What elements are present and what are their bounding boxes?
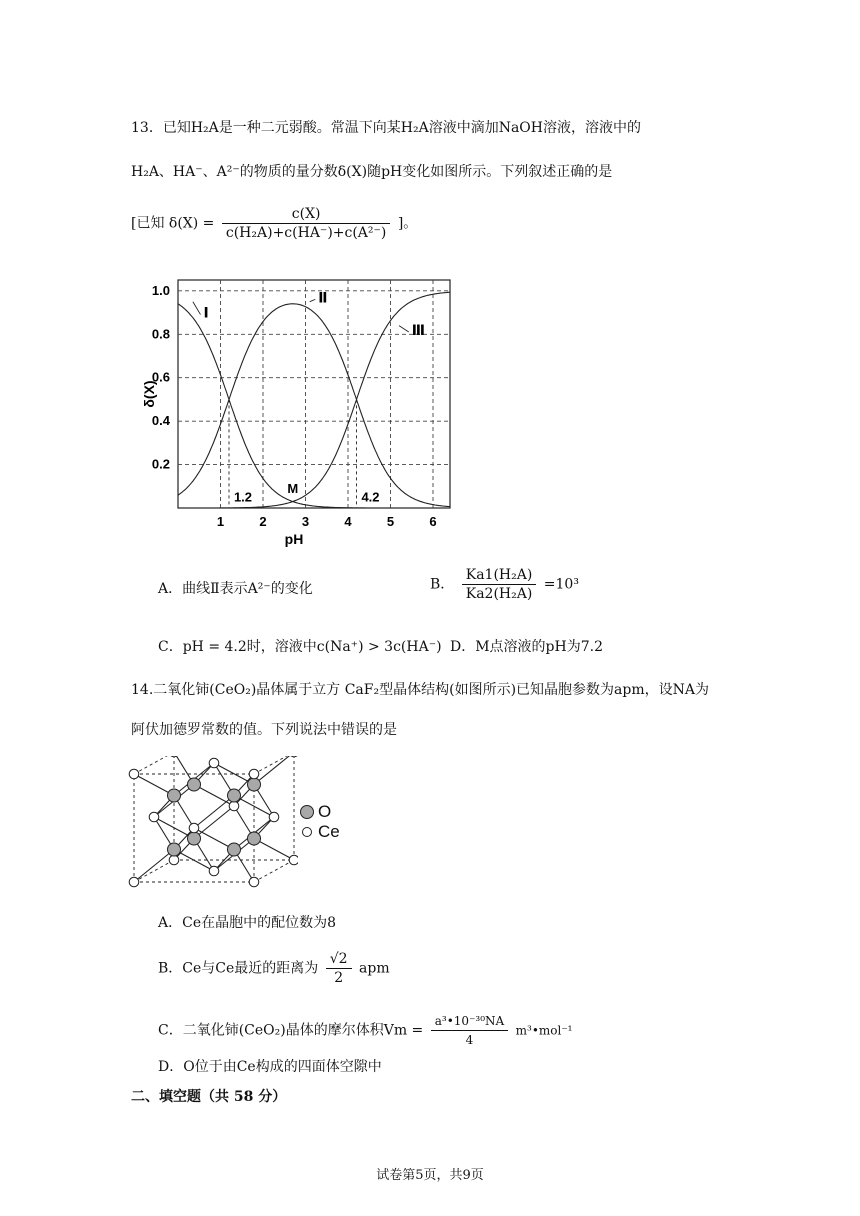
curve-label-3: Ⅲ xyxy=(411,321,425,338)
crystal-legend xyxy=(300,802,340,842)
ce-atom xyxy=(249,769,259,779)
ce-atom xyxy=(249,877,259,887)
y-tick-label: 0.2 xyxy=(151,456,170,472)
q14-option-a: A．Ce在晶胞中的配位数为8 xyxy=(158,915,337,931)
formula-prefix: [已知 δ(X) = xyxy=(131,215,215,232)
cube-edge xyxy=(254,860,294,882)
q14-option-c-suffix: m³•mol⁻¹ xyxy=(515,1023,573,1038)
y-tick-label: 0.6 xyxy=(151,369,170,385)
q14-option-b-suffix: apm xyxy=(359,960,390,977)
ce-atom xyxy=(169,855,179,865)
pka-annotation: 1.2 xyxy=(233,489,253,505)
formula-fraction xyxy=(222,205,391,242)
legend-ce-label: Ce xyxy=(318,822,340,841)
o-ce-bond xyxy=(134,850,174,883)
q13-option-d: D．M点溶液的pH为7.2 xyxy=(450,639,603,655)
formula-denominator: c(H₂A)+c(HA⁻)+c(A²⁻) xyxy=(225,225,387,241)
x-tick-label: 3 xyxy=(301,514,310,529)
q14-option-b-fraction xyxy=(326,950,352,987)
o-ce-bond xyxy=(194,796,234,829)
o-atom xyxy=(248,778,261,791)
x-tick-label: 2 xyxy=(259,514,267,529)
q14-stem-line1: 14.二氧化铈(CeO₂)晶体属于立方 CaF₂型晶体结构(如图所示)已知晶胞参数为apm，设NA为 xyxy=(131,682,709,698)
o-atom xyxy=(188,832,201,845)
q14-option-b-numerator: √2 xyxy=(326,950,352,969)
q13-stem-line1: 已知H₂A是一种二元弱酸。常温下向某H₂A溶液中滴加NaOH溶液，溶液中的 xyxy=(162,120,641,136)
q14-option-c-fraction xyxy=(431,1012,508,1049)
curve-label-2: Ⅱ xyxy=(318,289,328,306)
cube-edge xyxy=(134,756,174,774)
plot-frame xyxy=(178,280,450,508)
o-atom xyxy=(228,789,241,802)
legend-ce xyxy=(300,822,340,842)
o-ce-bond xyxy=(194,806,234,839)
ce-atom xyxy=(289,855,298,865)
formula-numerator: c(X) xyxy=(222,205,391,224)
q13-stem-line2: H₂A、HA⁻、A²⁻的物质的量分数δ(X)随pH变化如图所示。下列叙述正确的是 xyxy=(131,164,613,180)
curve-label-1: Ⅰ xyxy=(203,304,209,321)
q14-option-c-numerator: a³•10⁻³⁰NA xyxy=(431,1012,508,1031)
q14-option-b-prefix: B．Ce与Ce最近的距离为 xyxy=(158,960,319,977)
x-tick-label: 4 xyxy=(344,514,352,529)
o-atom xyxy=(248,832,261,845)
delta-ph-chart xyxy=(140,268,470,550)
q14-stem-line2: 阿伏加德罗常数的值。下列说法中错误的是 xyxy=(131,722,397,738)
curve-label-leader xyxy=(399,326,409,332)
ce-atom xyxy=(209,758,219,768)
q13-option-b xyxy=(430,566,579,603)
x-tick-label: 1 xyxy=(216,514,225,529)
o-atom-icon xyxy=(300,805,314,819)
curve-label-leader xyxy=(193,302,201,315)
q13-option-a: A．曲线Ⅱ表示A²⁻的变化 xyxy=(158,581,313,597)
ce-atom xyxy=(229,801,239,811)
q14-option-b-denominator: 2 xyxy=(334,970,344,986)
ceo2-crystal-structure xyxy=(128,756,298,891)
page-footer: 试卷第5页，共9页 xyxy=(376,1168,484,1183)
y-tick-label: 0.4 xyxy=(151,413,170,429)
q13-number: 13． xyxy=(131,120,163,136)
ce-atom xyxy=(129,769,139,779)
ce-atom xyxy=(289,756,298,757)
legend-o-label: O xyxy=(318,802,332,821)
y-tick-label: 0.8 xyxy=(151,326,170,342)
formula-suffix: ]。 xyxy=(397,215,418,232)
o-atom xyxy=(188,778,201,791)
x-tick-label: 6 xyxy=(429,514,437,529)
o-atom xyxy=(168,789,181,802)
cube-edge xyxy=(134,860,174,882)
curve-3 xyxy=(178,292,450,508)
q13-formula xyxy=(131,205,417,242)
y-tick-label: 1.0 xyxy=(151,282,170,298)
q13-line1 xyxy=(131,118,641,138)
x-axis-label: pH xyxy=(284,531,304,547)
q13-option-b-numerator: Ka1(H₂A) xyxy=(462,566,537,585)
pka-annotation: 4.2 xyxy=(361,489,380,505)
ce-atom xyxy=(129,877,139,887)
q13-option-b-denominator: Ka2(H₂A) xyxy=(465,586,533,602)
x-tick-label: 5 xyxy=(386,514,395,529)
ce-atom xyxy=(189,823,199,833)
q14-option-d: D．O位于由Ce构成的四面体空隙中 xyxy=(158,1059,382,1075)
q14-option-c-prefix: C．二氧化铈(CeO₂)晶体的摩尔体积Vm = xyxy=(158,1022,424,1039)
ce-atom xyxy=(209,866,219,876)
y-axis-label: δ(X) xyxy=(141,380,157,408)
o-atom xyxy=(228,843,241,856)
ce-atom xyxy=(149,812,159,822)
ce-atom xyxy=(269,812,279,822)
q14-option-c xyxy=(158,1012,573,1049)
curve-label-leader xyxy=(310,299,316,301)
section-heading: 二、填空题（共 58 分） xyxy=(131,1089,287,1105)
q13-option-c: C．pH = 4.2时，溶液中c(Na⁺) > 3c(HA⁻) xyxy=(158,639,442,655)
q13-option-b-fraction xyxy=(462,566,537,603)
q14-option-c-denominator: 4 xyxy=(465,1033,474,1047)
ce-atom-icon xyxy=(302,827,312,837)
o-atom xyxy=(168,843,181,856)
point-m-label: M xyxy=(287,480,299,496)
legend-o xyxy=(300,802,340,822)
q13-option-b-suffix: =10³ xyxy=(543,576,579,593)
q13-option-b-prefix: B． xyxy=(430,576,455,593)
q14-option-b xyxy=(158,950,390,987)
cube-edge xyxy=(254,756,294,774)
